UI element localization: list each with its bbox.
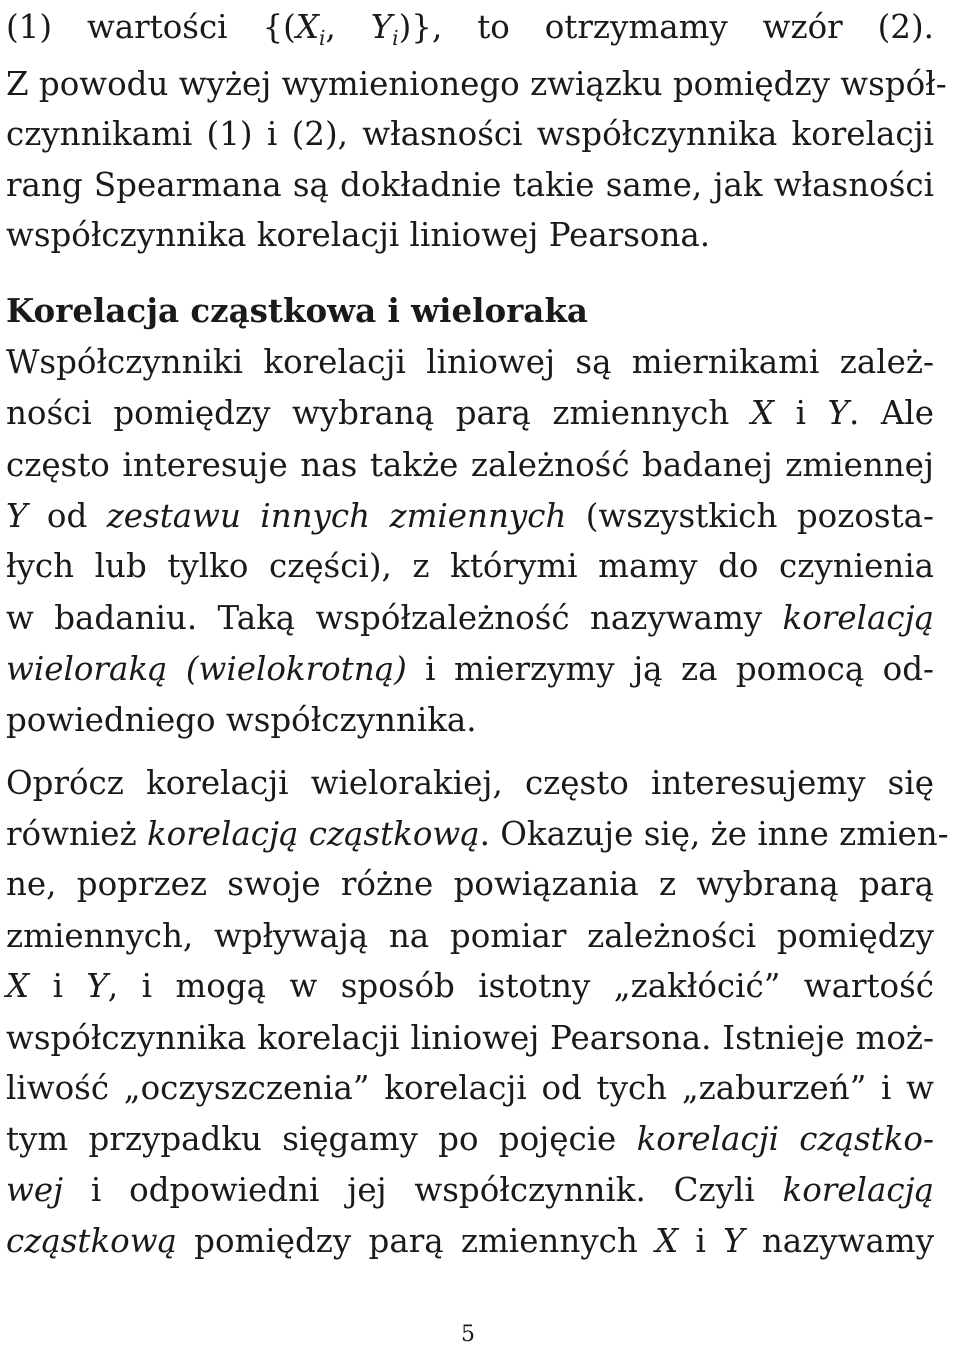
emphasis-text: wej [6, 1171, 64, 1209]
text-line-22 [6, 1113, 934, 1165]
text-line-10 [6, 490, 934, 542]
text-line-18: zmiennych, wpływają na pomiar zależności pomiędzy [6, 917, 934, 955]
text-run: (1) wartości {( [6, 8, 296, 46]
text-line-12 [6, 592, 934, 644]
page-number: 5 [461, 1322, 475, 1347]
text-run: również [6, 815, 147, 853]
math-var-Y: Y [370, 8, 393, 46]
math-var-X: X [655, 1222, 679, 1260]
text-line-16 [6, 808, 949, 860]
section-heading: Korelacja cząstkowa i wieloraka [6, 291, 588, 330]
text-run: i [774, 394, 828, 432]
math-var-Y: Y [827, 394, 850, 432]
text-run: od [27, 497, 107, 535]
text-line-19 [6, 960, 934, 1012]
text-line-17: ne, poprzez swoje różne powiązania z wybraną parą [6, 865, 934, 903]
text-line-15: Oprócz korelacji wielorakiej, często interesujemy się [6, 764, 934, 802]
text-line-2: Z powodu wyżej wymienionego związku pomiędzy współ- [6, 65, 947, 103]
emphasis-text: korelacji cząstko- [636, 1120, 934, 1158]
text-run: i [678, 1222, 724, 1260]
math-subscript-i: i [392, 26, 399, 51]
text-run: i mierzymy ją za pomocą od- [406, 650, 934, 688]
text-line-23 [6, 1164, 934, 1216]
text-line-9: często interesuje nas także zależność badanej zmiennej [6, 446, 934, 484]
emphasis-text: korelacją [782, 599, 934, 637]
math-var-Y: Y [723, 1222, 745, 1260]
emphasis-text: korelacją cząstkową [146, 815, 480, 853]
emphasis-text: wieloraką (wielokrotną) [6, 650, 407, 688]
text-run: i [29, 967, 87, 1005]
text-line-7: Współczynniki korelacji liniowej są miernikami zależ- [6, 343, 934, 381]
text-run: . Ale [849, 394, 934, 432]
text-line-13 [6, 643, 934, 695]
math-var-X: X [750, 394, 775, 432]
text-run: tym przypadku sięgamy po pojęcie [6, 1120, 637, 1158]
text-run: , [325, 8, 371, 46]
text-run: i odpowiedni jej współczynnik. Czyli [63, 1171, 783, 1209]
math-var-Y: Y [86, 967, 108, 1005]
text-run: )}, to otrzymamy wzór (2). [398, 8, 934, 46]
math-var-X: X [6, 967, 30, 1005]
text-line-20: współczynnika korelacji liniowej Pearsona. Istnieje moż- [6, 1019, 934, 1057]
text-line-4: rang Spearmana są dokładnie takie same, jak własności [6, 166, 934, 204]
text-line-8 [6, 387, 934, 439]
text-line-14: powiedniego współczynnika. [6, 701, 477, 739]
emphasis-text: cząstkową [6, 1222, 177, 1260]
text-line-5: współczynnika korelacji liniowej Pearsona. [6, 216, 711, 254]
text-line-11: łych lub tylko części), z którymi mamy do czynienia [6, 547, 934, 585]
text-run: . Okazuje się, że inne zmien- [479, 815, 949, 853]
text-line-24 [6, 1215, 934, 1267]
text-run: pomiędzy parą zmiennych [176, 1222, 656, 1260]
text-line-1 [6, 1, 934, 53]
text-run: nazywamy [744, 1222, 934, 1260]
text-line-3: czynnikami (1) i (2), własności współczynnika korelacji [6, 115, 934, 153]
emphasis-text: korelacją [782, 1171, 934, 1209]
emphasis-text: zestawu innych zmiennych [106, 497, 567, 535]
math-var-Y: Y [6, 497, 28, 535]
math-subscript-i: i [318, 26, 326, 51]
text-run: ności pomiędzy wybraną parą zmiennych [6, 394, 751, 432]
text-line-21: liwość „oczyszczenia” korelacji od tych „zaburzeń” i w [6, 1069, 934, 1107]
text-run: (wszystkich pozosta- [566, 497, 934, 535]
text-run: w badaniu. Taką współzależność nazywamy [6, 599, 783, 637]
text-run: , i mogą w sposób istotny „zakłócić” wartość [107, 967, 934, 1005]
math-var-X: X [295, 8, 319, 46]
